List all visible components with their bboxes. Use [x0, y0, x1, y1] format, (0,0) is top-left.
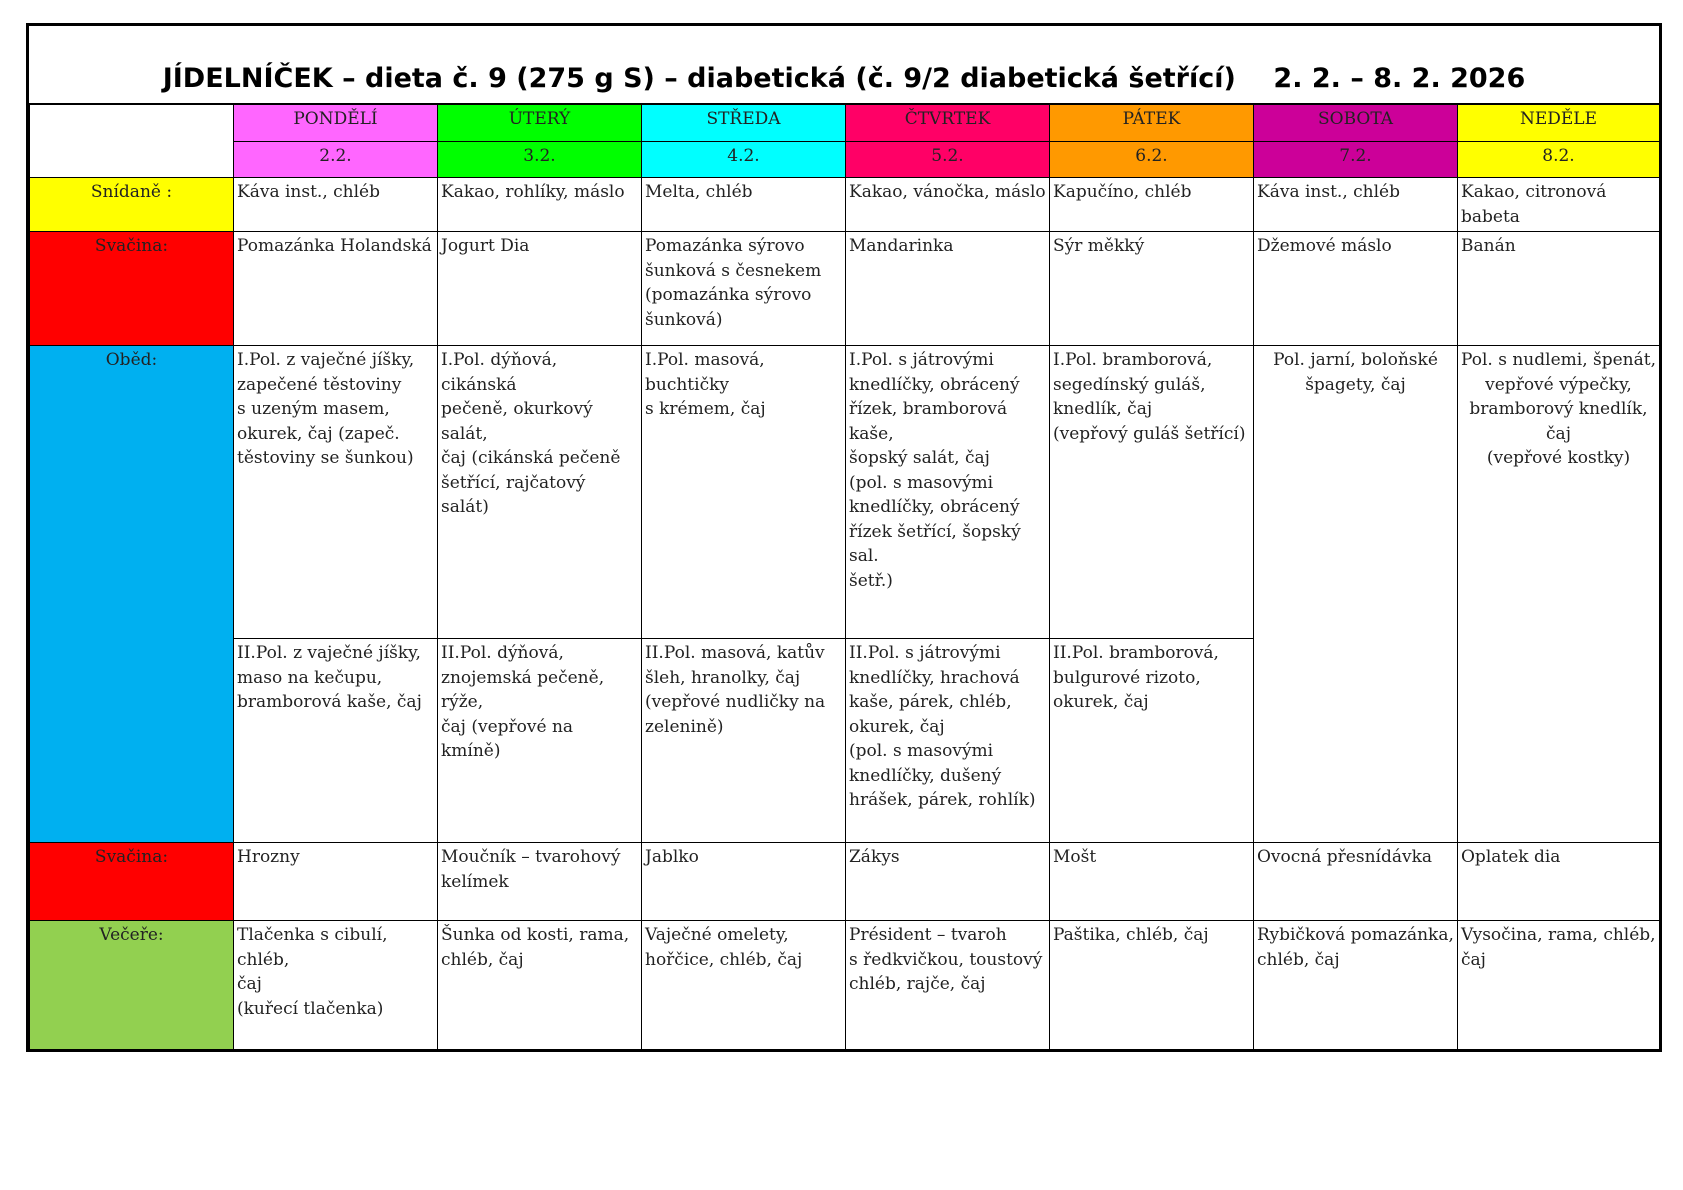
breakfast-cell: Kakao, rohlíky, máslo [438, 178, 642, 232]
snack1-row [30, 232, 1660, 346]
snack2-cell: Moučník – tvarohový kelímek [438, 843, 642, 921]
lunch1-cell: I.Pol. dýňová, cikánská pečeně, okurkový salát, čaj (cikánská pečeně šetřící, rajčatový salát) [438, 346, 642, 639]
lunch2-cell: II.Pol. s játrovými knedlíčky, hrachová kaše, párek, chléb, okurek, čaj (pol. s masovými knedlíčky, dušený hrášek, párek, rohlík) [846, 639, 1050, 843]
day-sunday: NEDĚLE [1458, 105, 1660, 142]
day-thursday: ČTVRTEK [846, 105, 1050, 142]
snack1-cell: Jogurt Dia [438, 232, 642, 346]
day-name-row [30, 105, 1660, 142]
snack1-cell: Pomazánka Holandská [234, 232, 438, 346]
snack1-cell: Sýr měkký [1050, 232, 1254, 346]
snack2-cell: Ovocná přesnídávka [1254, 843, 1458, 921]
snack2-cell: Jablko [642, 843, 846, 921]
dinner-row [30, 921, 1660, 1050]
snack2-cell: Hrozny [234, 843, 438, 921]
lunch2-cell: II.Pol. z vaječné jíšky, maso na kečupu, bramborová kaše, čaj [234, 639, 438, 843]
meal-label-snack2: Svačina: [30, 843, 234, 921]
dinner-cell: Rybičková pomazánka, chléb, čaj [1254, 921, 1458, 1050]
lunch1-cell: I.Pol. z vaječné jíšky, zapečené těstoviny s uzeným masem, okurek, čaj (zapeč. těstoviny se šunkou) [234, 346, 438, 639]
lunch-weekend-cell: Pol. s nudlemi, špenát, vepřové výpečky, bramborový knedlík, čaj (vepřové kostky) [1458, 346, 1660, 843]
corner-cell [30, 105, 234, 178]
dinner-cell: Vaječné omelety, hořčice, chléb, čaj [642, 921, 846, 1050]
snack1-cell: Pomazánka sýrovo šunková s česnekem (pomazánka sýrovo šunková) [642, 232, 846, 346]
date-monday: 2.2. [234, 142, 438, 178]
lunch1-cell: I.Pol. masová, buchtičky s krémem, čaj [642, 346, 846, 639]
breakfast-cell: Káva inst., chléb [234, 178, 438, 232]
date-friday: 6.2. [1050, 142, 1254, 178]
dinner-cell: Président – tvaroh s ředkvičkou, toustový chléb, rajče, čaj [846, 921, 1050, 1050]
snack2-cell: Zákys [846, 843, 1050, 921]
date-row [30, 142, 1660, 178]
snack2-row [30, 843, 1660, 921]
breakfast-cell: Melta, chléb [642, 178, 846, 232]
breakfast-row [30, 178, 1660, 232]
date-saturday: 7.2. [1254, 142, 1458, 178]
meal-label-lunch: Oběd: [30, 346, 234, 843]
lunch2-cell: II.Pol. dýňová, znojemská pečeně, rýže, čaj (vepřové na kmíně) [438, 639, 642, 843]
menu-table-frame [26, 23, 1662, 1052]
snack1-cell: Banán [1458, 232, 1660, 346]
breakfast-cell: Kakao, vánočka, máslo [846, 178, 1050, 232]
day-wednesday: STŘEDA [642, 105, 846, 142]
meal-label-snack1: Svačina: [30, 232, 234, 346]
lunch1-cell: I.Pol. s játrovými knedlíčky, obrácený řízek, bramborová kaše, šopský salát, čaj (pol. s masovými knedlíčky, obrácený řízek šetřící, šopský sal. šetř.) [846, 346, 1050, 639]
dinner-cell: Tlačenka s cibulí, chléb, čaj (kuřecí tlačenka) [234, 921, 438, 1050]
lunch2-cell: II.Pol. masová, katův šleh, hranolky, čaj (vepřové nudličky na zelenině) [642, 639, 846, 843]
breakfast-cell: Kapučíno, chléb [1050, 178, 1254, 232]
snack2-cell: Mošt [1050, 843, 1254, 921]
day-tuesday: ÚTERÝ [438, 105, 642, 142]
lunch2-cell: II.Pol. bramborová, bulgurové rizoto, okurek, čaj [1050, 639, 1254, 843]
day-saturday: SOBOTA [1254, 105, 1458, 142]
date-sunday: 8.2. [1458, 142, 1660, 178]
day-monday: PONDĚLÍ [234, 105, 438, 142]
menu-grid [29, 104, 1660, 1050]
snack1-cell: Mandarinka [846, 232, 1050, 346]
snack1-cell: Džemové máslo [1254, 232, 1458, 346]
page-title: JÍDELNÍČEK – dieta č. 9 (275 g S) – diabetická (č. 9/2 diabetická šetřící) 2. 2. – 8. 2. 2026 [29, 26, 1659, 104]
meal-label-dinner: Večeře: [30, 921, 234, 1050]
dinner-cell: Vysočina, rama, chléb, čaj [1458, 921, 1660, 1050]
dinner-cell: Šunka od kosti, rama, chléb, čaj [438, 921, 642, 1050]
date-wednesday: 4.2. [642, 142, 846, 178]
breakfast-cell: Káva inst., chléb [1254, 178, 1458, 232]
breakfast-cell: Kakao, citronová babeta [1458, 178, 1660, 232]
date-tuesday: 3.2. [438, 142, 642, 178]
lunch1-cell: I.Pol. bramborová, segedínský guláš, knedlík, čaj (vepřový guláš šetřící) [1050, 346, 1254, 639]
lunch-weekend-cell: Pol. jarní, boloňské špagety, čaj [1254, 346, 1458, 843]
meal-label-breakfast: Snídaně : [30, 178, 234, 232]
lunch-row-1 [30, 346, 1660, 639]
snack2-cell: Oplatek dia [1458, 843, 1660, 921]
dinner-cell: Paštika, chléb, čaj [1050, 921, 1254, 1050]
date-thursday: 5.2. [846, 142, 1050, 178]
day-friday: PÁTEK [1050, 105, 1254, 142]
